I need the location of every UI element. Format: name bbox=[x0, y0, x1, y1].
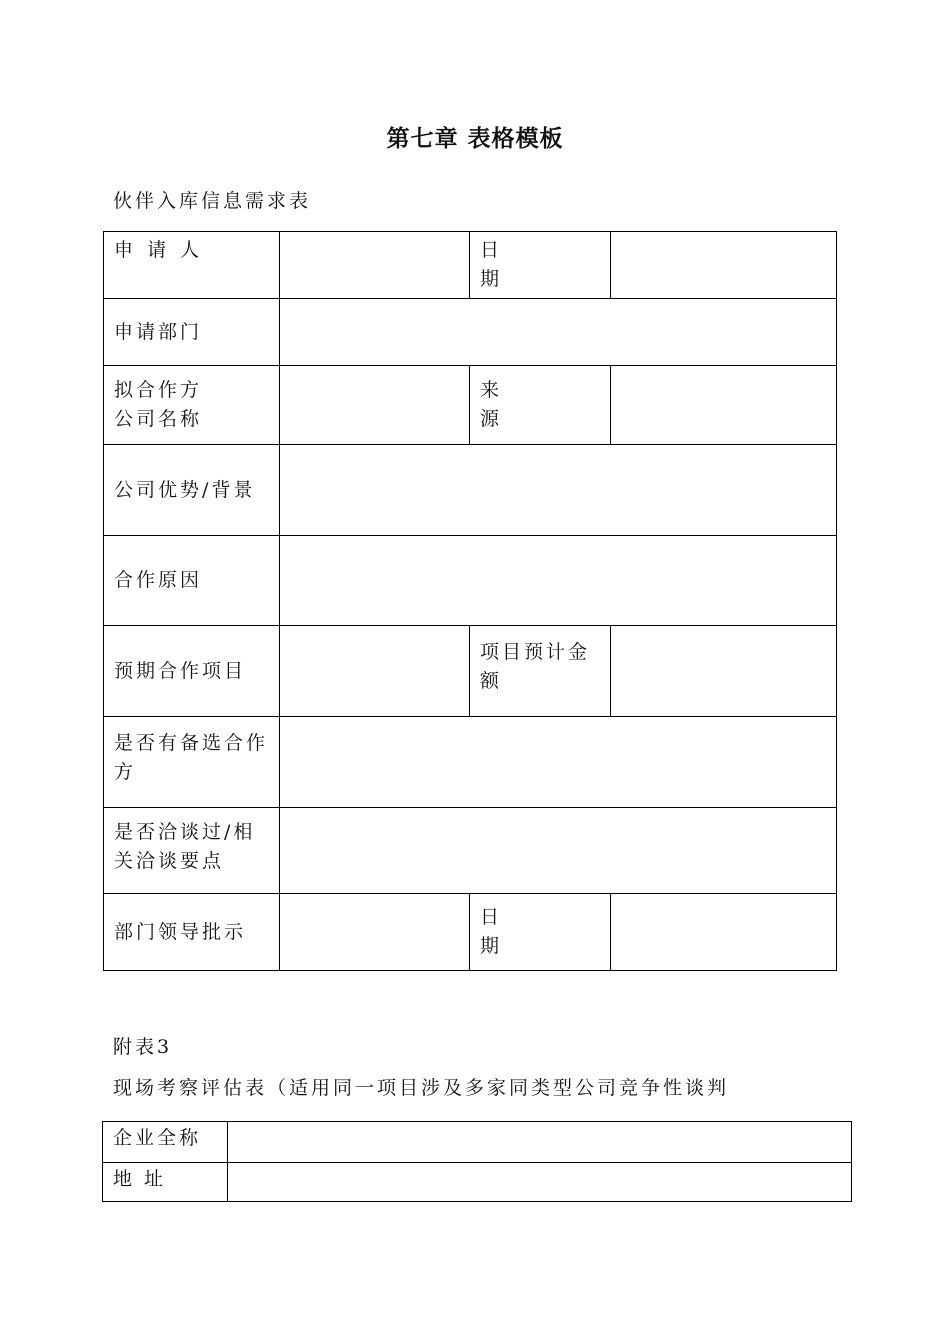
label-reason: 合作原因 bbox=[104, 536, 280, 626]
page-title: 第七章 表格模板 bbox=[386, 126, 564, 152]
label-leader-approval: 部门领导批示 bbox=[104, 894, 280, 971]
label-partner-company bbox=[104, 366, 280, 445]
field-leader-approval[interactable] bbox=[280, 894, 470, 971]
field-reason[interactable] bbox=[280, 536, 837, 626]
field-alternative[interactable] bbox=[280, 717, 837, 808]
site-evaluation-table bbox=[102, 1121, 852, 1202]
field-project-amount[interactable] bbox=[611, 626, 837, 717]
field-negotiation[interactable] bbox=[280, 808, 837, 894]
label-date2: 日期 bbox=[470, 894, 611, 971]
label-negotiation: 是否洽谈过/相关洽谈要点 bbox=[104, 808, 280, 894]
label-source: 来源 bbox=[470, 366, 611, 445]
label-department: 申请部门 bbox=[104, 299, 280, 366]
field-advantage[interactable] bbox=[280, 445, 837, 536]
label-partner-company-line2: 公司名称 bbox=[114, 408, 203, 430]
appendix-label: 附表3 bbox=[113, 1036, 173, 1058]
label-alternative: 是否有备选合作方 bbox=[104, 717, 280, 808]
label-advantage: 公司优势/背景 bbox=[104, 445, 280, 536]
field-partner-company[interactable] bbox=[280, 366, 470, 445]
label-partner-company-line1: 拟合作方 bbox=[114, 379, 203, 401]
table2-caption: 现场考察评估表（适用同一项目涉及多家同类型公司竞争性谈判 bbox=[113, 1077, 730, 1099]
label-expected-project: 预期合作项目 bbox=[104, 626, 280, 717]
field-applicant[interactable] bbox=[280, 232, 470, 299]
field-expected-project[interactable] bbox=[280, 626, 470, 717]
label-company-name: 企业全称 bbox=[103, 1122, 228, 1163]
field-source[interactable] bbox=[611, 366, 837, 445]
field-date2[interactable] bbox=[611, 894, 837, 971]
label-address: 地址 bbox=[103, 1163, 228, 1202]
field-company-name[interactable] bbox=[228, 1122, 852, 1163]
field-date[interactable] bbox=[611, 232, 837, 299]
field-address[interactable] bbox=[228, 1163, 852, 1202]
label-applicant: 申请人 bbox=[104, 232, 280, 299]
partner-info-table bbox=[103, 231, 837, 971]
table1-caption: 伙伴入库信息需求表 bbox=[113, 190, 312, 212]
field-department[interactable] bbox=[280, 299, 837, 366]
label-date: 日期 bbox=[470, 232, 611, 299]
label-project-amount: 项目预计金额 bbox=[470, 626, 611, 717]
